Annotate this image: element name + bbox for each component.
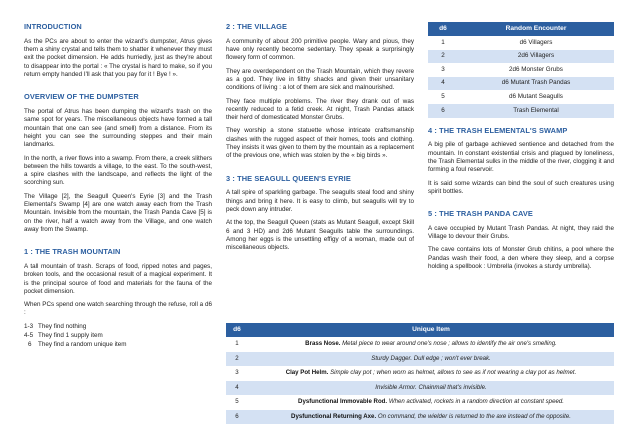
intro-paragraph: As the PCs are about to enter the wizard's dumpster, Atrus gives them a shiny crystal and tells them to shatter it whenever they must exit the pocket dimension. He adds hurriedly, just as they're about to disappear into the portal : « The crystal is hard to make, so if you return empty handed I'll ask that you pay for it ! Bye ! ». bbox=[24, 37, 212, 78]
roll-row: 6 They find a random unique item bbox=[28, 341, 127, 349]
table-row: 5 Dysfunctional Immovable Rod. When activated, rockets in a random direction at constant speed. bbox=[235, 398, 564, 406]
table-row: 4 d6 Mutant Trash Pandas bbox=[428, 77, 614, 91]
cave-paragraph-1: A cave occupied by Mutant Trash Pandas. At night, they raid the Village to devour their Grubs. bbox=[428, 224, 614, 241]
eyrie-paragraph-1: A tall spire of sparkling garbage. The seagulls steal food and shiny things and bring it here. It is easy to climb, but seagulls will try to peck down any intruder. bbox=[226, 189, 414, 213]
swamp-paragraph-1: A big pile of garbage achieved sentience and detached from the mountain. In constant existential crisis and plagued by loneliness, the Trash Elemental sulks in the middle of the river, clogging it and forming a foul reservoir. bbox=[428, 141, 614, 174]
encounter-head-die: d6 bbox=[428, 22, 458, 36]
overview-paragraph-2: In the north, a river flows into a swamp. From there, a creek slithers between the hills towards a village, to the east. To the south-west, a spire clashes with the landscape, and reflects the light of the scorching sun. bbox=[24, 154, 212, 187]
table-row: 2 2d6 Villagers bbox=[428, 50, 614, 64]
mountain-heading: 1 : THE TRASH MOUNTAIN bbox=[24, 247, 121, 257]
table-row: 6 Trash Elemental bbox=[428, 104, 614, 118]
village-paragraph-3: They face multiple problems. The river they drank out of was recently reduced to a fetid creek. At night, Trash Pandas attack their herd of domesticated Monster Grubs. bbox=[226, 97, 414, 122]
village-paragraph-4: They worship a stone statuette whose intricate craftsmanship clashes with the rugged aspect of their homes, tools and clothing. They insists it was given to them by the mountain as a replacement of the previous one, which was stolen by the « big birds ». bbox=[226, 127, 414, 160]
table-row: 3 Clay Pot Helm. Simple clay pot ; when worn as helmet, allows to see as if not wearing a clay pot as helmet. bbox=[235, 369, 577, 377]
eyrie-heading: 3 : THE SEAGULL QUEEN'S EYRIE bbox=[226, 173, 351, 183]
column-middle bbox=[226, 20, 414, 257]
cave-paragraph-2: The cave contains lots of Monster Grub chitins, a pool where the Pandas wash their food, a den where they sleep, and a corpse holding a spellbook : Umbrella (invokes a sturdy umbrella). bbox=[428, 246, 614, 271]
encounter-table bbox=[428, 22, 614, 118]
table-row: 2 Sturdy Dagger. Dull edge ; won't ever break. bbox=[226, 352, 614, 367]
intro-heading: INTRODUCTION bbox=[24, 22, 82, 31]
village-paragraph-1: A community of about 200 primitive people. Wary and pious, they have only recently become sedentary. They speak a surprisingly flowery form of common. bbox=[226, 37, 414, 62]
table-row: 1 Brass Nose. Metal piece to wear around one's nose ; allows to identify the air one's smelling. bbox=[235, 340, 557, 348]
overview-paragraph-3: The Village [2], the Seagull Queen's Eyrie [3] and the Trash Elemental's Swamp [4] are one watch away each from the Trash Mountain. Invisible from the mountain, the Trash Panda Cave [5] is on the river, half a watch away from the Village, and one watch away from the Swamp. bbox=[24, 192, 212, 233]
village-paragraph-2: They are overdependent on the Trash Mountain, which they revere as a god. They live in filthy shacks and given their unsanitary conditions of living : a lot of them are sick and malnourished. bbox=[226, 67, 414, 92]
table-row: 1 d6 Villagers bbox=[441, 38, 553, 46]
table-row: 3 2d6 Monster Grubs bbox=[441, 65, 563, 73]
eyrie-paragraph-2: At the top, the Seagull Queen (stats as Mutant Seagull, except Skill 6 and 3 HD) and 2d6 Mutant Seagulls table the surroundings. Among her eggs is the unsettling effigy of a woman, made out of miscellaneous objects. bbox=[226, 219, 414, 252]
column-left bbox=[24, 20, 212, 351]
mountain-paragraph-2: When PCs spend one watch searching through the refuse, roll a d6 : bbox=[24, 301, 212, 317]
encounter-head-title: Random Encounter bbox=[458, 22, 614, 36]
column-right bbox=[428, 22, 614, 276]
table-row: 6 Dysfunctional Returning Axe. On command, the wielder is returned to the axe instead of the opposite. bbox=[226, 410, 614, 425]
table-row: 5 d6 Mutant Seagulls bbox=[441, 93, 563, 101]
cave-heading: 5 : THE TRASH PANDA CAVE bbox=[428, 209, 533, 219]
overview-heading: OVERVIEW OF THE DUMPSTER bbox=[24, 92, 139, 102]
mountain-paragraph-1: A tall mountain of trash. Scraps of food, ripped notes and pages, broken tools, and the occasional result of a magical experiment. It is the principal source of food and materials for the fauna of the pocket dimension. bbox=[24, 262, 212, 295]
roll-list bbox=[24, 323, 212, 350]
swamp-heading: 4 : THE TRASH ELEMENTAL'S SWAMP bbox=[428, 125, 568, 135]
overview-paragraph-1: The portal of Atrus has been dumping the wizard's trash on the same spot for years. The miscellaneous objects have formed a tall mountain that one can see (and smell) from a distance. From its height you can see the surrounding steppes and their main landmarks. bbox=[24, 108, 212, 149]
unique-item-table bbox=[226, 323, 614, 424]
roll-row: 4-5 They find 1 supply item bbox=[24, 332, 103, 340]
unique-head-die: d6 bbox=[226, 323, 248, 337]
swamp-paragraph-2: It is said some wizards can bind the soul of such creatures using spirit bottles. bbox=[428, 179, 614, 195]
roll-row: 1-3 They find nothing bbox=[24, 322, 87, 330]
unique-head-title: Unique Item bbox=[248, 323, 614, 337]
table-row: 4 Invisible Armor. Chainmail that's invisible. bbox=[226, 381, 614, 396]
unique-item-table-wrap bbox=[226, 323, 614, 424]
village-heading: 2 : THE VILLAGE bbox=[226, 22, 288, 31]
